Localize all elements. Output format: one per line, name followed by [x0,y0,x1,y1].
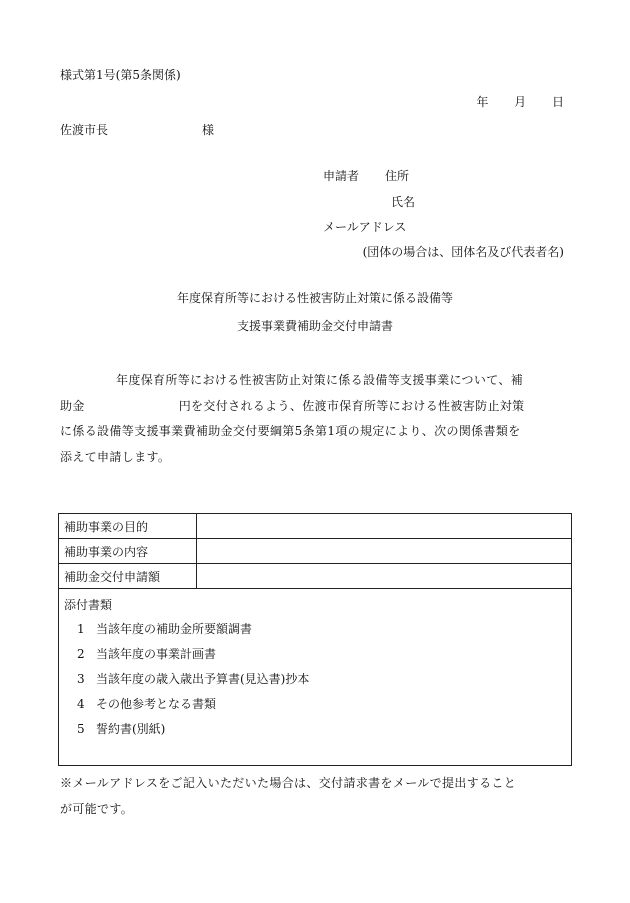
attachment-text: その他参考となる書類 [96,697,217,711]
footnote-line-1: ※メールアドレスをご記入いただいた場合は、交付請求書をメールで提出すること [60,776,517,790]
addressee-title: 佐渡市長 [60,123,109,137]
body-line-1 [60,368,576,394]
applicant-block [323,168,409,184]
list-item [77,620,309,645]
body-line-2-end: 円を交付されるよう、佐渡市保育所等における性被害防止対策 [178,398,525,413]
list-item [77,645,309,670]
list-item [77,670,309,695]
attachment-text: 当該年度の事業計画書 [96,647,217,661]
table-row [59,539,571,564]
row-label-content: 補助事業の内容 [64,545,149,559]
attachment-number: 1 [77,622,85,636]
date-line: 年 月 日 [476,95,564,109]
body-line-1-text: 年度保育所等における性被害防止対策に係る設備等支援事業について、補 [116,373,524,387]
body-line-2 [60,394,576,420]
organization-note: (団体の場合は、団体名及び代表者名) [362,245,564,259]
table-row [59,514,571,539]
row-label-amount: 補助金交付申請額 [64,570,161,584]
row-label-purpose: 補助事業の目的 [64,520,149,534]
email-label: メールアドレス [323,220,407,234]
address-label: 住所 [385,169,410,183]
row-value-purpose [196,514,571,538]
row-value-content [196,539,571,563]
document-title-line-1: 年度保育所等における性被害防止対策に係る設備等 [176,291,453,305]
applicant-label: 申請者 [323,169,360,183]
list-item [77,720,309,745]
attachment-text: 当該年度の歳入歳出予算書(見込書)抄本 [96,672,310,686]
body-line-4: 添えて申請します。 [60,449,171,464]
attachment-number: 4 [77,697,85,711]
row-value-amount [196,564,571,588]
attachment-text: 当該年度の補助金所要額調書 [96,622,253,636]
honorific: 様 [202,123,215,137]
application-body [60,368,576,470]
document-title-line-2: 支援事業費補助金交付申請書 [236,319,393,333]
footnote [60,770,576,822]
form-number: 様式第1号(第5条関係) [60,68,181,82]
attachment-number: 5 [77,722,85,736]
attachment-text: 誓約書(別紙) [96,722,166,736]
attachments-list [77,620,309,745]
addressee [60,122,214,138]
name-label: 氏名 [391,195,416,209]
attachment-number: 2 [77,647,85,661]
application-table [58,513,572,766]
table-row [59,564,571,589]
body-line-2-start: 助金 [60,398,85,413]
attachments-title: 添付書類 [64,598,113,612]
body-line-3: に係る設備等支援事業費補助金交付要綱第5条第1項の規定により、次の関係書類を [60,424,521,438]
attachment-number: 3 [77,672,85,686]
list-item [77,695,309,720]
footnote-line-2: が可能です。 [60,802,134,816]
